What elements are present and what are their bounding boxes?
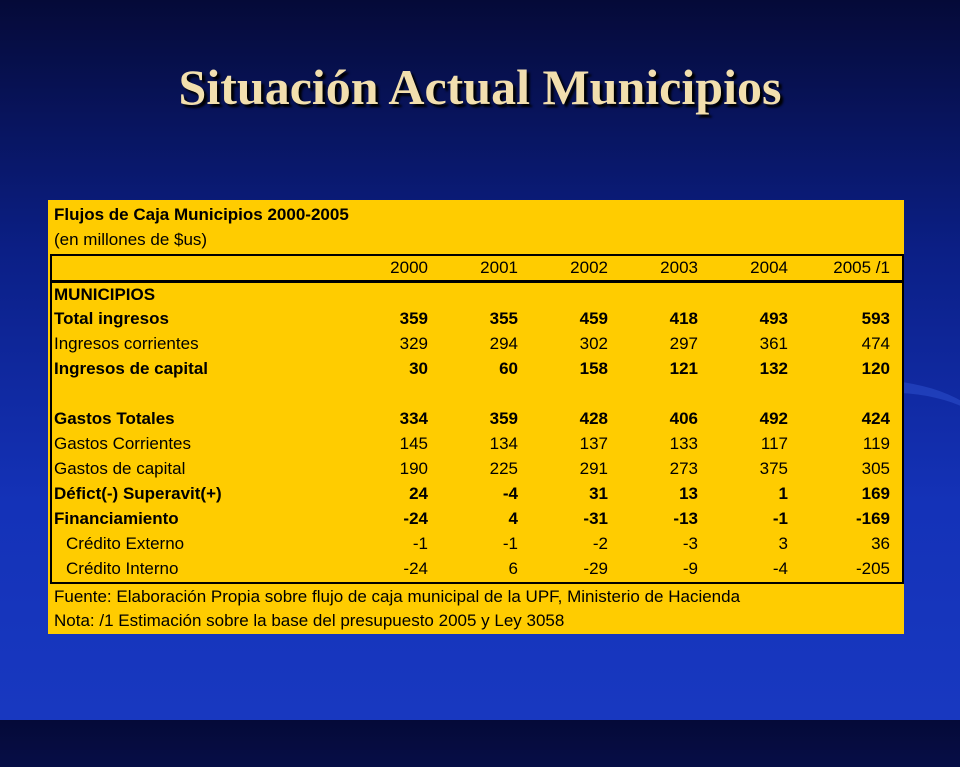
source-row [48, 584, 904, 609]
year-header: 2002 [570, 258, 608, 277]
year-header: 2003 [660, 258, 698, 277]
row-label: Gastos Totales [54, 409, 175, 428]
row-value: 291 [579, 459, 608, 478]
row-value: 359 [489, 409, 518, 428]
row-value: -29 [583, 559, 608, 578]
row-value: 13 [679, 484, 698, 503]
row-value: -1 [502, 534, 518, 553]
row-value: 428 [579, 409, 608, 428]
row-value: 406 [669, 409, 698, 428]
row-value: 169 [861, 484, 890, 503]
cash-flow-table [48, 200, 904, 634]
row-value: -13 [673, 509, 698, 528]
table-row [48, 531, 904, 556]
row-label: Crédito Interno [66, 559, 179, 578]
row-value: 459 [579, 309, 608, 328]
row-value: 36 [871, 534, 890, 553]
table-row [48, 306, 904, 331]
row-value: 119 [862, 434, 890, 453]
slide-title: Situación Actual Municipios [178, 59, 782, 115]
row-value: 1 [778, 484, 788, 503]
row-value: 117 [760, 434, 788, 453]
row-value: 190 [399, 459, 428, 478]
row-value: 134 [489, 434, 518, 453]
row-label: Crédito Externo [66, 534, 185, 553]
table-row [48, 406, 904, 431]
table-row [48, 481, 904, 506]
row-value: 329 [399, 334, 428, 353]
row-value: 120 [861, 359, 890, 378]
year-header: 2000 [390, 258, 428, 277]
row-value: 273 [669, 459, 698, 478]
table-row [48, 431, 904, 456]
row-value: 302 [579, 334, 608, 353]
row-value: -4 [502, 484, 518, 503]
table-subtitle-row [48, 227, 904, 252]
row-value: -31 [583, 509, 608, 528]
row-value: 361 [759, 334, 788, 353]
row-value: 492 [759, 409, 788, 428]
row-value: 24 [409, 484, 428, 503]
row-value: 60 [499, 359, 518, 378]
row-label: Ingresos de capital [54, 359, 208, 378]
table-row [48, 556, 904, 581]
row-value: 474 [861, 334, 890, 353]
row-label: Financiamiento [54, 509, 179, 528]
year-header: 2001 [480, 258, 518, 277]
table-row [48, 506, 904, 531]
row-value: 145 [399, 434, 428, 453]
section-row [48, 282, 904, 307]
table-title: Flujos de Caja Municipios 2000-2005 [54, 205, 349, 224]
row-value: -9 [682, 559, 698, 578]
table-subtitle: (en millones de $us) [54, 230, 208, 249]
footnote-row [48, 608, 904, 633]
row-value: -24 [403, 509, 428, 528]
table-title-row [48, 202, 904, 227]
row-value: 418 [669, 309, 698, 328]
year-header: 2005 /1 [833, 258, 890, 277]
row-value: -1 [772, 509, 788, 528]
row-value: 30 [409, 359, 428, 378]
row-value: -205 [855, 559, 890, 578]
year-header: 2004 [750, 258, 788, 277]
row-value: 6 [508, 559, 518, 578]
row-value: 3 [778, 534, 788, 553]
row-value: 493 [759, 309, 788, 328]
row-value: -24 [403, 559, 428, 578]
row-value: 158 [579, 359, 608, 378]
row-value: 121 [669, 359, 698, 378]
row-label: Gastos de capital [54, 459, 186, 478]
section-label: MUNICIPIOS [54, 285, 156, 304]
year-header-row [48, 255, 904, 280]
row-value: 133 [669, 434, 698, 453]
table-row [48, 456, 904, 481]
row-value: 593 [861, 309, 890, 328]
row-value: 355 [489, 309, 518, 328]
row-label: Ingresos corrientes [54, 334, 199, 353]
row-value: 359 [399, 309, 428, 328]
table-row [48, 356, 904, 381]
table-row [48, 331, 904, 356]
row-label: Gastos Corrientes [54, 434, 191, 453]
row-value: 4 [508, 509, 518, 528]
row-value: 375 [759, 459, 788, 478]
row-value: -1 [412, 534, 428, 553]
row-value: 225 [489, 459, 518, 478]
row-value: 31 [589, 484, 608, 503]
row-value: 334 [399, 409, 428, 428]
row-value: 294 [489, 334, 518, 353]
row-value: 424 [861, 409, 890, 428]
row-value: 137 [579, 434, 608, 453]
row-value: -2 [592, 534, 608, 553]
row-value: -4 [772, 559, 788, 578]
row-value: -3 [682, 534, 698, 553]
row-label: Total ingresos [54, 309, 169, 328]
row-value: 132 [759, 359, 788, 378]
row-label: Défict(-) Superavit(+) [54, 484, 222, 503]
row-value: 305 [861, 459, 890, 478]
footnote: Nota: /1 Estimación sobre la base del presupuesto 2005 y Ley 3058 [54, 611, 565, 630]
row-value: -169 [855, 509, 890, 528]
source-note: Fuente: Elaboración Propia sobre flujo de caja municipal de la UPF, Ministerio de Hacienda [54, 587, 741, 606]
row-value: 297 [669, 334, 698, 353]
